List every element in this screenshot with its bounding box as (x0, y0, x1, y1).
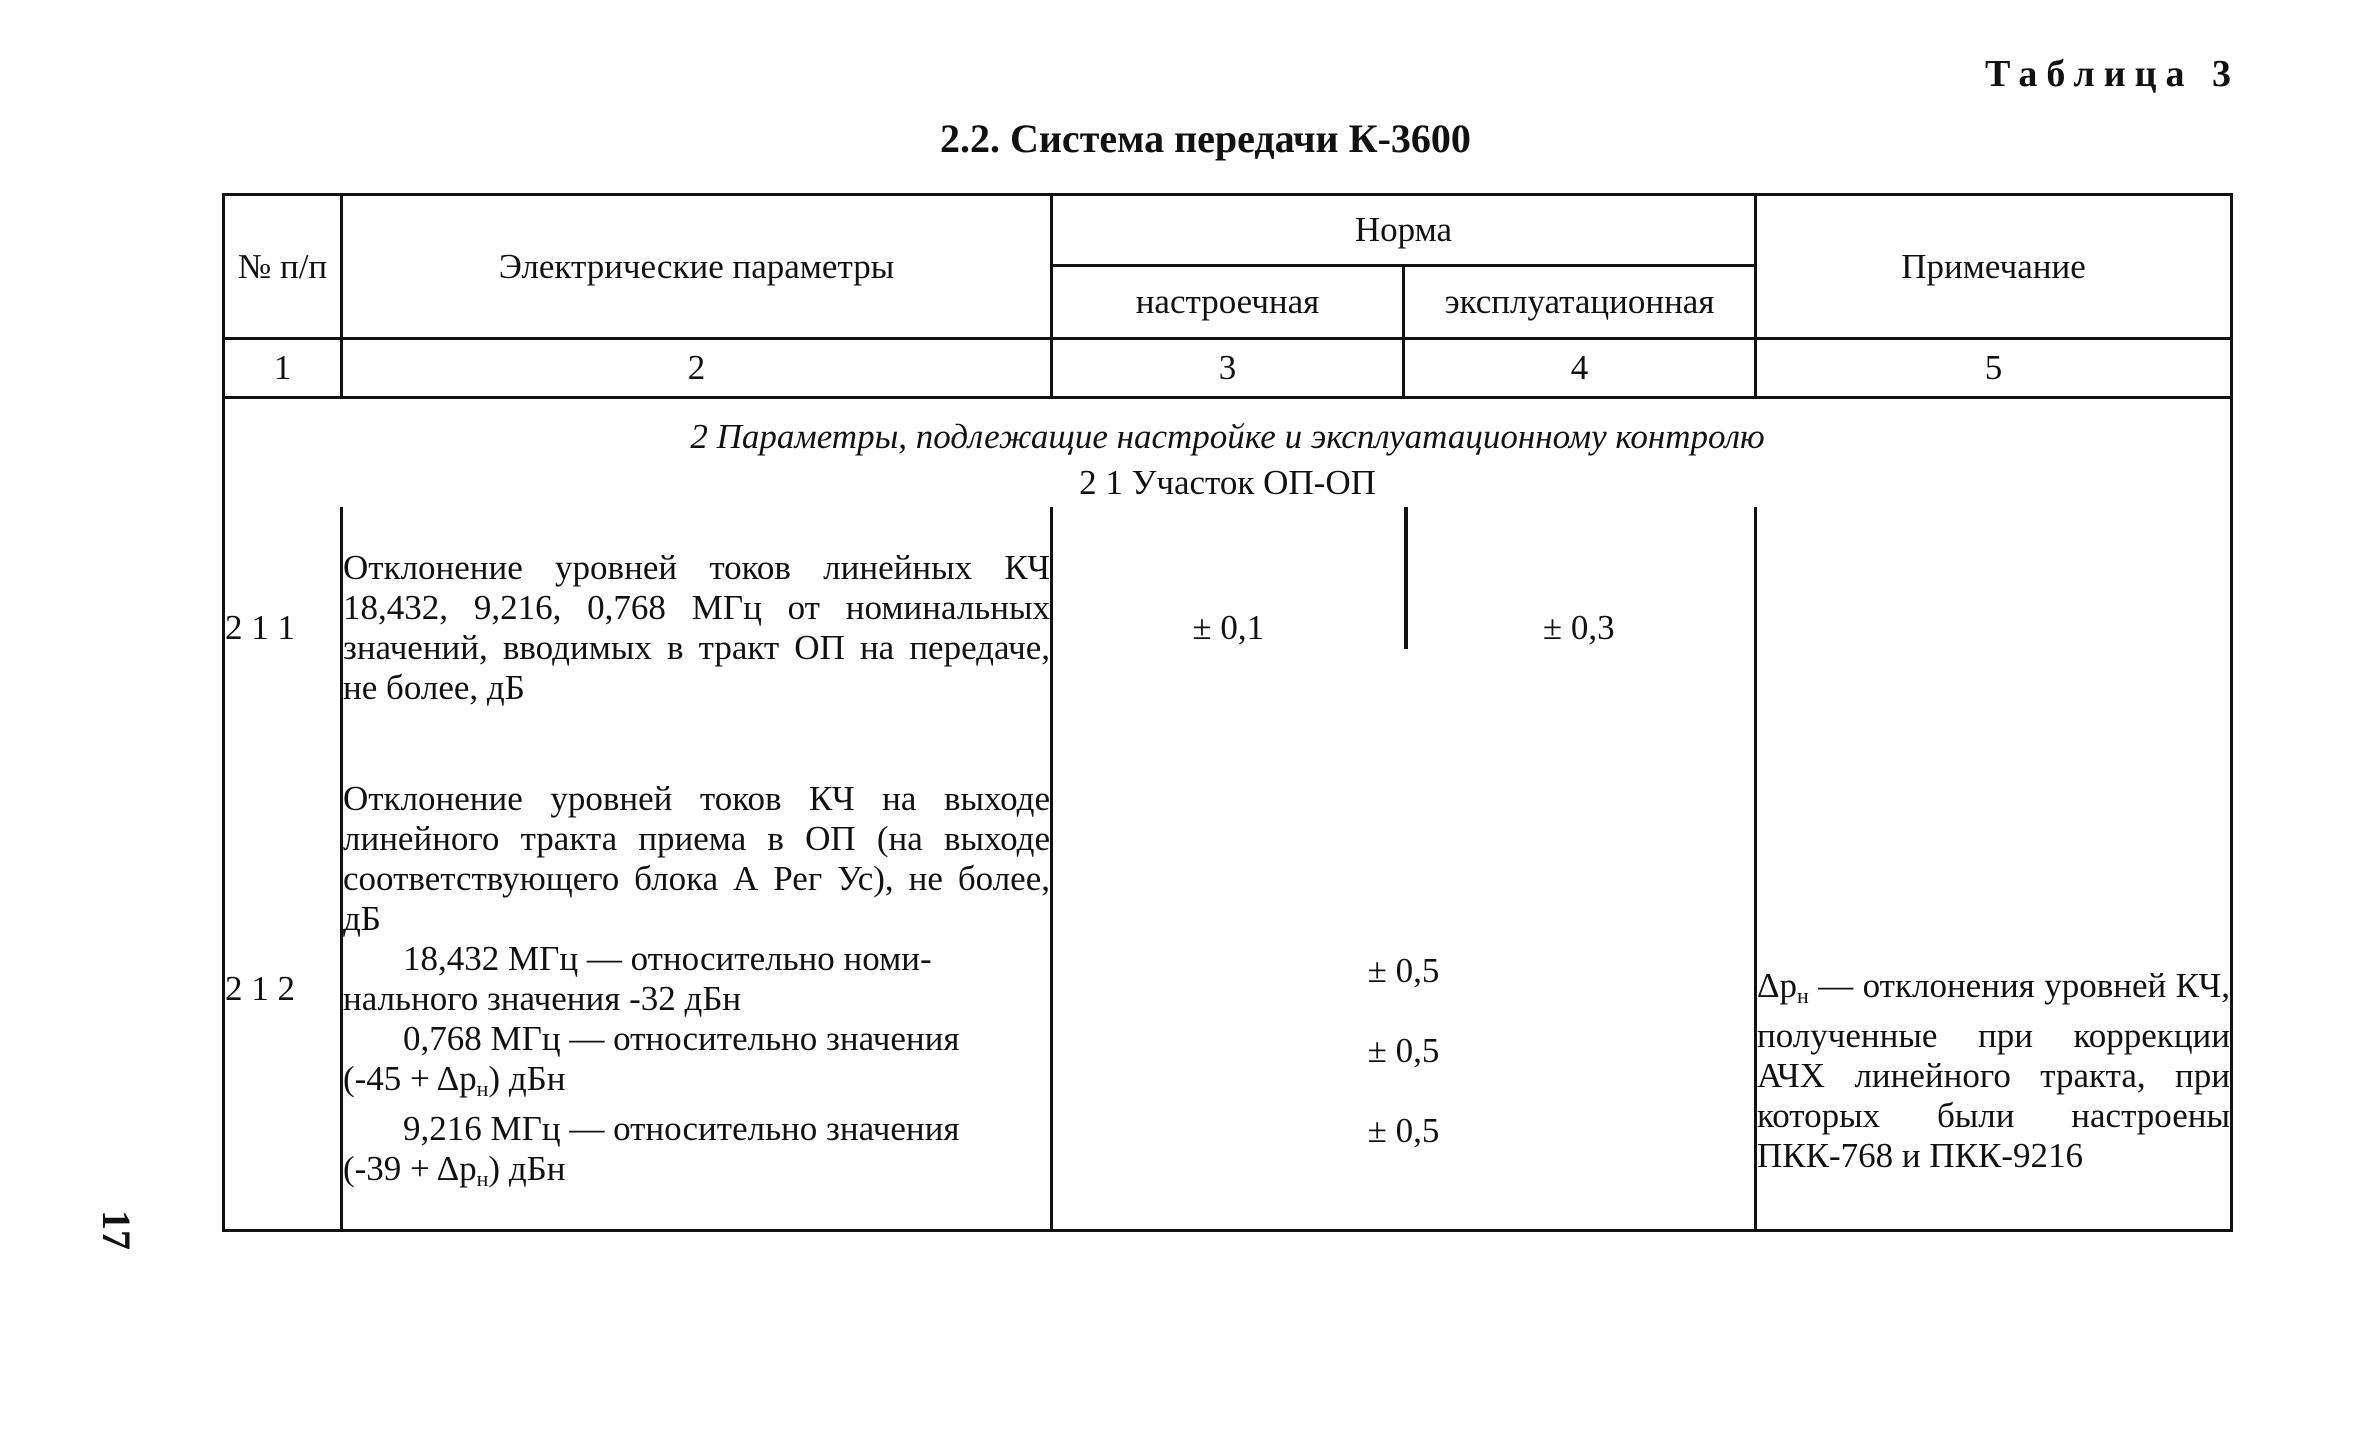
row-setup-value: ± 0,1 (1052, 507, 1404, 749)
parameter-item: 18,432 МГц — относительно номи- (403, 939, 932, 978)
section-row (224, 398, 2232, 508)
header-operational: эксплуатационная (1404, 266, 1756, 339)
parameter-item-cont: нального значения -32 дБн (343, 979, 742, 1018)
column-number: 4 (1404, 339, 1756, 398)
row-parameter (342, 749, 1052, 1231)
combined-value: ± 0,5 (1367, 1111, 1440, 1150)
row-note-empty (1756, 507, 2232, 749)
parameter-item-cont: $(-45 + \Delta p_н)$ дБн (343, 1059, 566, 1101)
table-header-row (224, 195, 2232, 266)
header-norm: Норма (1052, 195, 1756, 266)
table-row (224, 749, 2232, 1231)
parameter-item-cont: $(-39 + \Delta p_н)$ дБн (343, 1149, 566, 1191)
header-number: № п/п (224, 195, 342, 339)
combined-value: ± 0,5 (1367, 951, 1440, 990)
column-number: 5 (1756, 339, 2232, 398)
parameters-table (222, 193, 2233, 1232)
table-label: Таблица 3 (1984, 53, 2240, 95)
row-parameter: Отклонение уровней токов линейных КЧ 18,432, 9,216, 0,768 МГц от номинальных значений, вводимых в тракт ОП на передаче, не более, дБ (342, 507, 1052, 749)
operational-value-text: ± 0,3 (1542, 608, 1615, 647)
table-row (224, 507, 2232, 749)
column-numbers-row (224, 339, 2232, 398)
parameter-text: Отклонение уровней токов КЧ на выходе линейного тракта приема в ОП (на выходе соответствующего блока А Рег Ус), не более, дБ (343, 779, 1050, 938)
column-divider (1404, 507, 1408, 649)
column-number: 2 (342, 339, 1052, 398)
page-number: 17 (94, 1210, 139, 1250)
document-title: 2.2. Система передачи К-3600 (940, 116, 1471, 161)
column-number: 3 (1052, 339, 1404, 398)
subsection-title: 2 1 Участок ОП-ОП (1079, 463, 1376, 502)
row-number: 2 1 1 (224, 507, 342, 749)
section-title: 2 Параметры, подлежащие настройке и эксплуатационному контролю (690, 417, 1765, 456)
parameter-item: 9,216 МГц — относительно значения (403, 1109, 960, 1148)
header-note: Примечание (1756, 195, 2232, 339)
header-setup: настроечная (1052, 266, 1404, 339)
parameter-item: 0,768 МГц — относительно значения (403, 1019, 960, 1058)
row-number: 2 1 2 (224, 749, 342, 1231)
note-text: $\Delta p_н$ — отклонения уровней КЧ, полученные при коррекции АЧХ линейного тракта, при которых были настроены ПКК-768 и ПКК-9216 (1757, 966, 2231, 1175)
column-number: 1 (224, 339, 342, 398)
row-operational-value (1404, 507, 1756, 749)
row-note (1756, 749, 2232, 1231)
combined-value: ± 0,5 (1367, 1031, 1440, 1070)
header-parameters: Электрические параметры (342, 195, 1052, 339)
row-combined-values (1052, 749, 1756, 1231)
